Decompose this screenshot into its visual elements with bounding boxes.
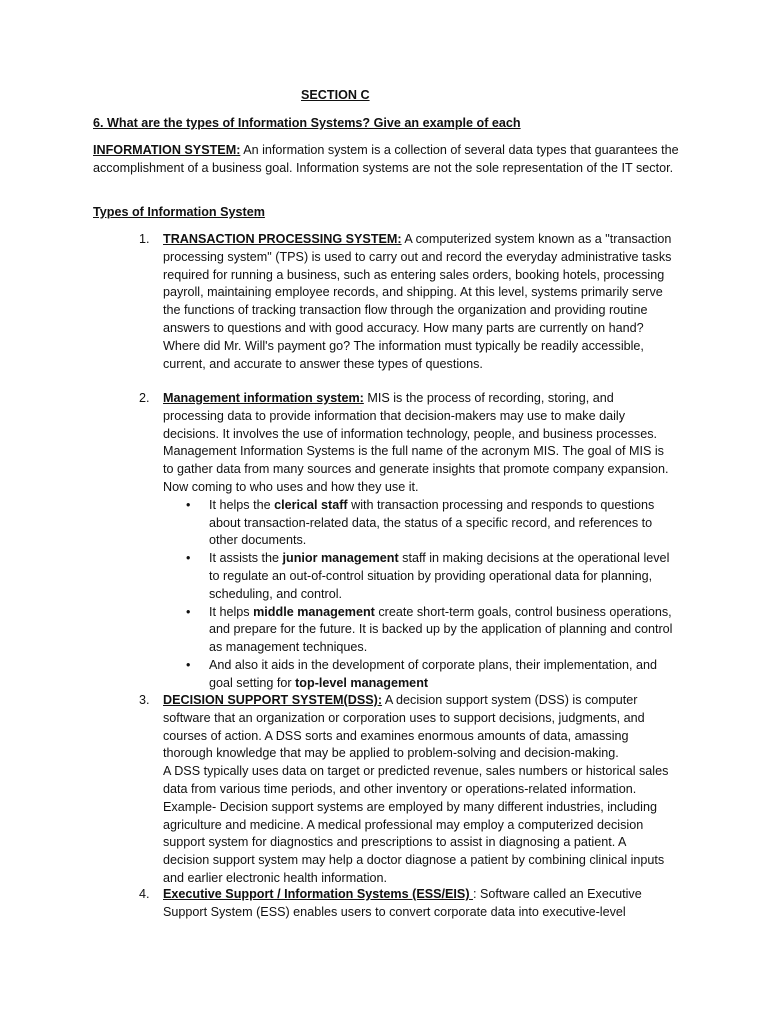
bullet-item	[163, 497, 675, 550]
list-number: 3.	[139, 693, 150, 707]
bullet-icon: •	[186, 497, 191, 512]
item-description: MIS is the process of recording, storing, and processing data to provide information that decision-makers may use to make daily decisions. It involves the use of information technology, people, and business processes. Management Information Systems is the full name of the acronym MIS. The goal of MIS is to gather data from many sources and generate insights that promote company expansion. Now coming to who uses and how they use it.	[163, 391, 669, 494]
bullet-text: create short-term goals, control business operations, and prepare for the future. It is backed up by the application of planning and control as management techniques.	[209, 604, 673, 655]
list-item-ess	[139, 886, 675, 922]
list-number: 2.	[139, 391, 150, 405]
bullet-text: It assists the	[209, 551, 283, 566]
bullet-item	[163, 550, 675, 603]
bullet-text: And also it aids in the development of corporate plans, their implementation, and goal setting for	[209, 657, 658, 690]
bullet-icon: •	[186, 551, 191, 566]
item-term: Executive Support / Information Systems (ESS/EIS)	[163, 887, 474, 901]
item-description: : Software called an Executive Support System (ESS) enables users to convert corporate data into executive-level	[163, 887, 642, 919]
bullet-bold: junior management	[282, 551, 399, 566]
list-item-text-continued: A DSS typically uses data on target or predicted revenue, sales numbers or historical sales data from various time periods, and other inventory or operations-related information. Example- Decision support systems are employed by many different industries, including agriculture and medicine. A medical professional may employ a computerized decision support system for diagnostics and prescriptions to assist in diagnosing a patient. A decision support system may help a doctor diagnose a patient by combining clinical inputs and earlier electronic health information.	[163, 764, 669, 885]
list-item-text	[163, 886, 675, 922]
bullet-icon: •	[186, 657, 191, 672]
list-item-text	[163, 231, 675, 373]
bullet-text: It helps the	[209, 497, 275, 512]
list-item-text	[163, 692, 675, 763]
bullet-text: It helps	[209, 604, 254, 619]
bullet-item	[163, 657, 675, 693]
question-heading: 6. What are the types of Information Systems? Give an example of each	[93, 116, 521, 130]
item-description: A computerized system known as a "transaction processing system" (TPS) is used to carry out and record the everyday administrative tasks required for running a business, such as entering sales orders, booking hotels, processing payroll, maintaining employee records, and shipping. At this level, systems primarily serve the functions of tracking transaction flow through the organization and providing routine answers to questions and with good accuracy. How many parts are currently on hand? Where did Mr. Will's payment go? The information must typically be readily accessible, current, and accurate to answer these types of questions.	[163, 232, 672, 371]
definition-paragraph	[93, 142, 683, 178]
bullet-text: with transaction processing and responds to questions about transaction-related data, the status of a specific record, and references to other documents.	[209, 497, 655, 548]
bullet-bold: clerical staff	[274, 497, 348, 512]
definition-text: An information system is a collection of several data types that guarantees the accomplishment of a business goal. Information systems are not the sole representation of the IT sector.	[93, 143, 679, 175]
bullet-item	[163, 604, 675, 657]
item-term: Management information system:	[163, 391, 364, 405]
list-number: 4.	[139, 887, 150, 901]
bullet-bold: top-level management	[295, 675, 429, 690]
definition-term: INFORMATION SYSTEM:	[93, 143, 241, 157]
types-heading: Types of Information System	[93, 205, 265, 219]
list-item-text	[163, 390, 675, 497]
bullet-icon: •	[186, 604, 191, 619]
bullet-text: staff in making decisions at the operational level to regulate an out-of-control situation by providing operational data for planning, scheduling, and control.	[209, 551, 670, 601]
section-title: SECTION C	[301, 88, 370, 102]
list-item-mis	[139, 390, 675, 693]
list-item-tps	[139, 231, 675, 373]
bullet-bold: middle management	[253, 604, 375, 619]
item-term: DECISION SUPPORT SYSTEM(DSS):	[163, 693, 383, 707]
list-number: 1.	[139, 232, 150, 246]
item-description: A decision support system (DSS) is computer software that an organization or corporation uses to support decisions, judgments, and courses of action. A DSS sorts and examines enormous amounts of data, amassing thorough knowledge that may be applied to problem-solving and decision-making.	[163, 693, 645, 761]
mis-bullet-list	[163, 497, 675, 693]
list-item-dss	[139, 692, 675, 888]
item-term: TRANSACTION PROCESSING SYSTEM:	[163, 232, 402, 246]
